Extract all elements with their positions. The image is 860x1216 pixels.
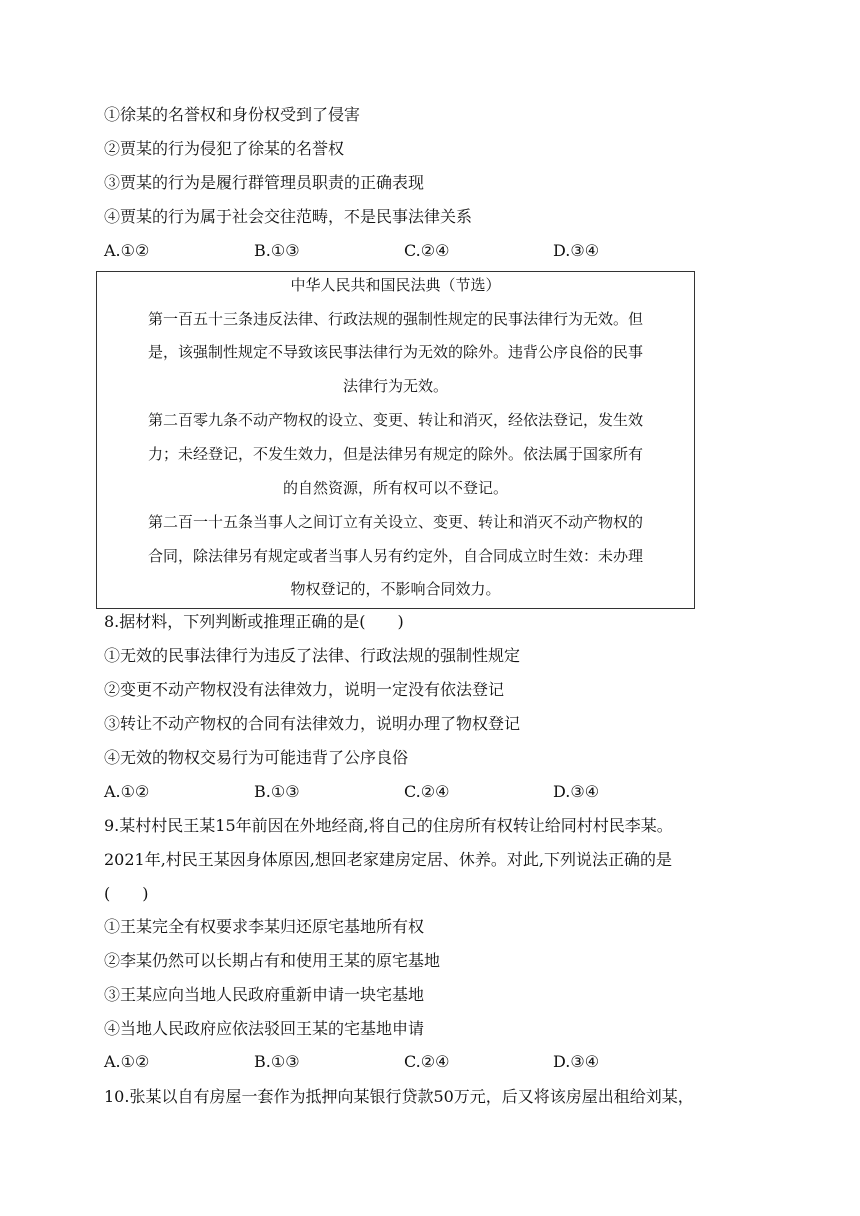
q10-stem: 10.张某以自有房屋一套作为抵押向某银行贷款50万元，后又将该房屋出租给刘某， bbox=[104, 1087, 694, 1106]
q9-item-4: ④当地人民政府应依法驳回王某的宅基地申请 bbox=[104, 1019, 425, 1038]
material-line: 第二百零九条不动产物权的设立、变更、转让和消灭，经依法登记，发生效 bbox=[147, 411, 643, 429]
q9-option-b: B.①③ bbox=[254, 1052, 300, 1071]
q7-option-b: B.①③ bbox=[254, 241, 300, 260]
material-line: 第一百五十三条违反法律、行政法规的强制性规定的民事法律行为无效。但 bbox=[147, 310, 643, 328]
q7-item-4: ④贾某的行为属于社会交往范畴，不是民事法律关系 bbox=[104, 207, 473, 226]
q7-option-d: D.③④ bbox=[553, 241, 600, 260]
q7-item-1: ①徐某的名誉权和身份权受到了侵害 bbox=[104, 105, 361, 124]
q8-item-1: ①无效的民事法律行为违反了法律、行政法规的强制性规定 bbox=[104, 646, 521, 665]
q9-item-3: ③王某应向当地人民政府重新申请一块宅基地 bbox=[104, 985, 425, 1004]
q7-option-a: A.①② bbox=[104, 241, 150, 260]
q8-option-b: B.①③ bbox=[254, 782, 300, 801]
q9-item-2: ②李某仍然可以长期占有和使用王某的原宅基地 bbox=[104, 951, 441, 970]
material-line: 合同，除法律另有规定或者当事人另有约定外，自合同成立时生效：未办理 bbox=[147, 547, 643, 565]
q9-stem-line-3: ( ) bbox=[104, 884, 149, 903]
q8-option-d: D.③④ bbox=[553, 782, 600, 801]
material-line: 的自然资源，所有权可以不登记。 bbox=[282, 479, 508, 497]
material-line: 是，该强制性规定不导致该民事法律行为无效的除外。违背公序良俗的民事 bbox=[147, 343, 643, 361]
q9-item-1: ①王某完全有权要求李某归还原宅基地所有权 bbox=[104, 917, 425, 936]
q8-option-a: A.①② bbox=[104, 782, 150, 801]
q8-item-2: ②变更不动产物权没有法律效力，说明一定没有依法登记 bbox=[104, 680, 505, 699]
q9-stem-line-2: 2021年,村民王某因身体原因,想回老家建房定居、休养。对此,下列说法正确的是 bbox=[104, 850, 672, 869]
q8-option-c: C.②④ bbox=[404, 782, 450, 801]
material-box bbox=[96, 271, 695, 609]
q9-stem-line-1: 9.某村村民王某15年前因在外地经商,将自己的住房所有权转让给同村村民李某。 bbox=[104, 816, 673, 835]
q8-stem: 8.据材料，下列判断或推理正确的是( ) bbox=[104, 612, 404, 631]
material-title: 中华人民共和国民法典（节选） bbox=[290, 276, 501, 294]
q7-option-c: C.②④ bbox=[404, 241, 450, 260]
q9-option-c: C.②④ bbox=[404, 1052, 450, 1071]
q7-item-2: ②贾某的行为侵犯了徐某的名誉权 bbox=[104, 139, 345, 158]
material-line: 法律行为无效。 bbox=[342, 377, 448, 395]
q8-item-4: ④无效的物权交易行为可能违背了公序良俗 bbox=[104, 748, 409, 767]
q9-option-d: D.③④ bbox=[553, 1052, 600, 1071]
q7-item-3: ③贾某的行为是履行群管理员职责的正确表现 bbox=[104, 173, 425, 192]
material-line: 第二百一十五条当事人之间订立有关设立、变更、转让和消灭不动产物权的 bbox=[147, 513, 643, 531]
q8-item-3: ③转让不动产物权的合同有法律效力，说明办理了物权登记 bbox=[104, 714, 521, 733]
q9-option-a: A.①② bbox=[104, 1052, 150, 1071]
material-line: 物权登记的，不影响合同效力。 bbox=[290, 580, 501, 598]
material-line: 力；未经登记，不发生效力，但是法律另有规定的除外。依法属于国家所有 bbox=[147, 445, 643, 463]
